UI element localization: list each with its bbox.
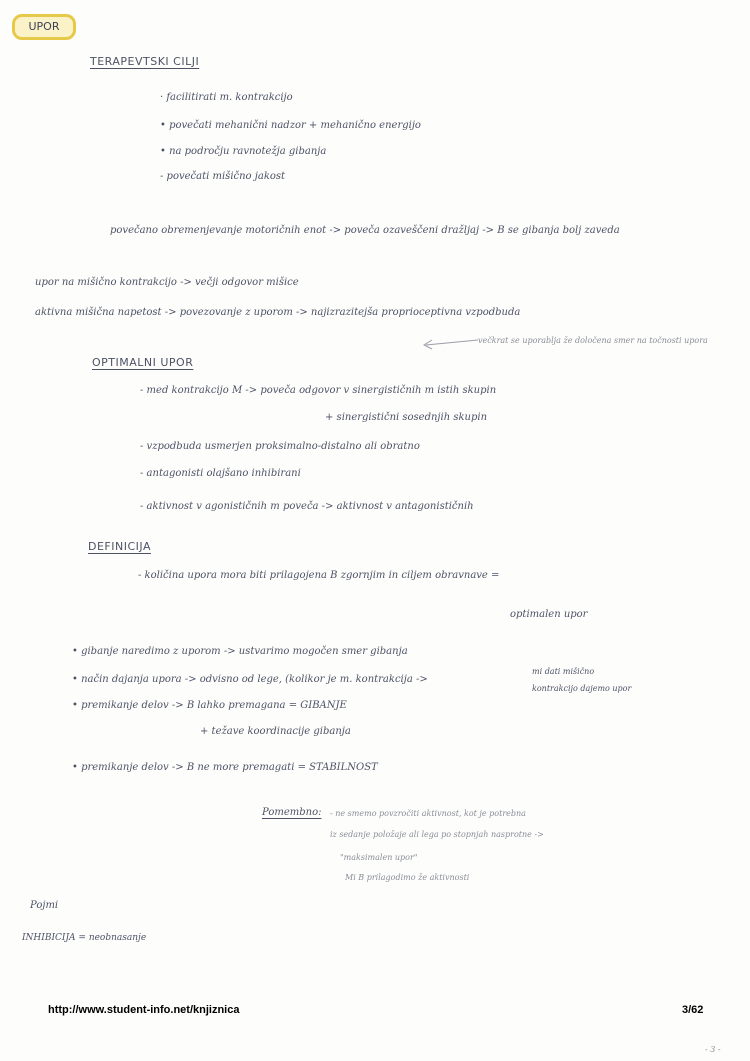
goal-item: • povečati mehanični nadzor + mehanično energijo bbox=[160, 120, 421, 131]
optimal-item: - vzpodbuda usmerjen proksimalno-distalno ali obratno bbox=[140, 441, 420, 452]
goal-item: - povečati mišično jakost bbox=[160, 171, 286, 182]
optimal-item: - aktivnost v agonističnih m poveča -> aktivnost v antagonističnih bbox=[140, 501, 474, 512]
pojmi-label: Pojmi bbox=[30, 900, 59, 911]
remark-line: - ne smemo povzročiti aktivnost, kot je potrebna bbox=[330, 809, 526, 818]
pojmi-text: INHIBICIJA = neobnasanje bbox=[22, 933, 147, 943]
bullet-subitem: + težave koordinacije gibanja bbox=[200, 726, 351, 737]
definition-text: - količina upora mora biti prilagojena B zgornjim in ciljem obravnave = bbox=[138, 570, 500, 581]
text-line: aktivna mišična napetost -> povezovanje z uporom -> najizrazitejša proprioceptivna vzpodbuda bbox=[35, 307, 521, 318]
bullet-item: • gibanje naredimo z uporom -> ustvarimo mogočen smer gibanja bbox=[72, 646, 408, 657]
optimal-item: - med kontrakcijo M -> poveča odgovor v sinergističnih m istih skupin bbox=[140, 385, 497, 396]
section-title-cilji: TERAPEVTSKI CILJI bbox=[90, 55, 200, 68]
bullet-item: • premikanje delov -> B lahko premagana = GIBANJE bbox=[72, 700, 347, 711]
section-title-definition: DEFINICIJA bbox=[88, 540, 151, 553]
optimal-item: + sinergistični sosednjih skupin bbox=[325, 412, 488, 423]
remark-line: iz sedanje položaje ali lega po stopnjah nasprotne -> bbox=[330, 830, 544, 839]
goal-item: • na področju ravnotežja gibanja bbox=[160, 146, 327, 157]
bullet-side-note: kontrakcijo dajemo upor bbox=[532, 684, 632, 693]
remark-label: Pomembno: bbox=[262, 807, 322, 818]
text-line: povečano obremenjevanje motoričnih enot -> poveča ozaveščeni dražljaj -> B se gibanja bolj zaveda bbox=[110, 225, 620, 236]
definition-text: optimalen upor bbox=[510, 609, 588, 620]
bullet-side-note: mi dati mišično bbox=[532, 667, 595, 676]
topic-badge bbox=[12, 14, 76, 40]
bullet-item: • premikanje delov -> B ne more premagati = STABILNOST bbox=[72, 762, 378, 773]
goal-item: · facilitirati m. kontrakcijo bbox=[160, 92, 293, 103]
footer-page-number: 3/62 bbox=[682, 1004, 704, 1016]
remark-line: "maksimalen upor" bbox=[340, 853, 418, 862]
footer-url: http://www.student-info.net/knjiznica bbox=[48, 1004, 240, 1016]
topic-badge-label: UPOR bbox=[28, 20, 60, 33]
side-note: večkrat se uporablja že določena smer na točnosti upora bbox=[478, 336, 708, 345]
arrow-icon bbox=[420, 336, 480, 350]
remark-line: Mi B prilagodimo že aktivnosti bbox=[345, 873, 470, 882]
corner-page-mark: - 3 - bbox=[705, 1045, 721, 1054]
optimal-item: - antagonisti olajšano inhibirani bbox=[140, 468, 301, 479]
text-line: upor na mišično kontrakcijo -> večji odgovor mišice bbox=[35, 277, 299, 288]
section-title-optimal: OPTIMALNI UPOR bbox=[92, 356, 194, 369]
bullet-item: • način dajanja upora -> odvisno od lege, (kolikor je m. kontrakcija -> bbox=[72, 674, 428, 685]
